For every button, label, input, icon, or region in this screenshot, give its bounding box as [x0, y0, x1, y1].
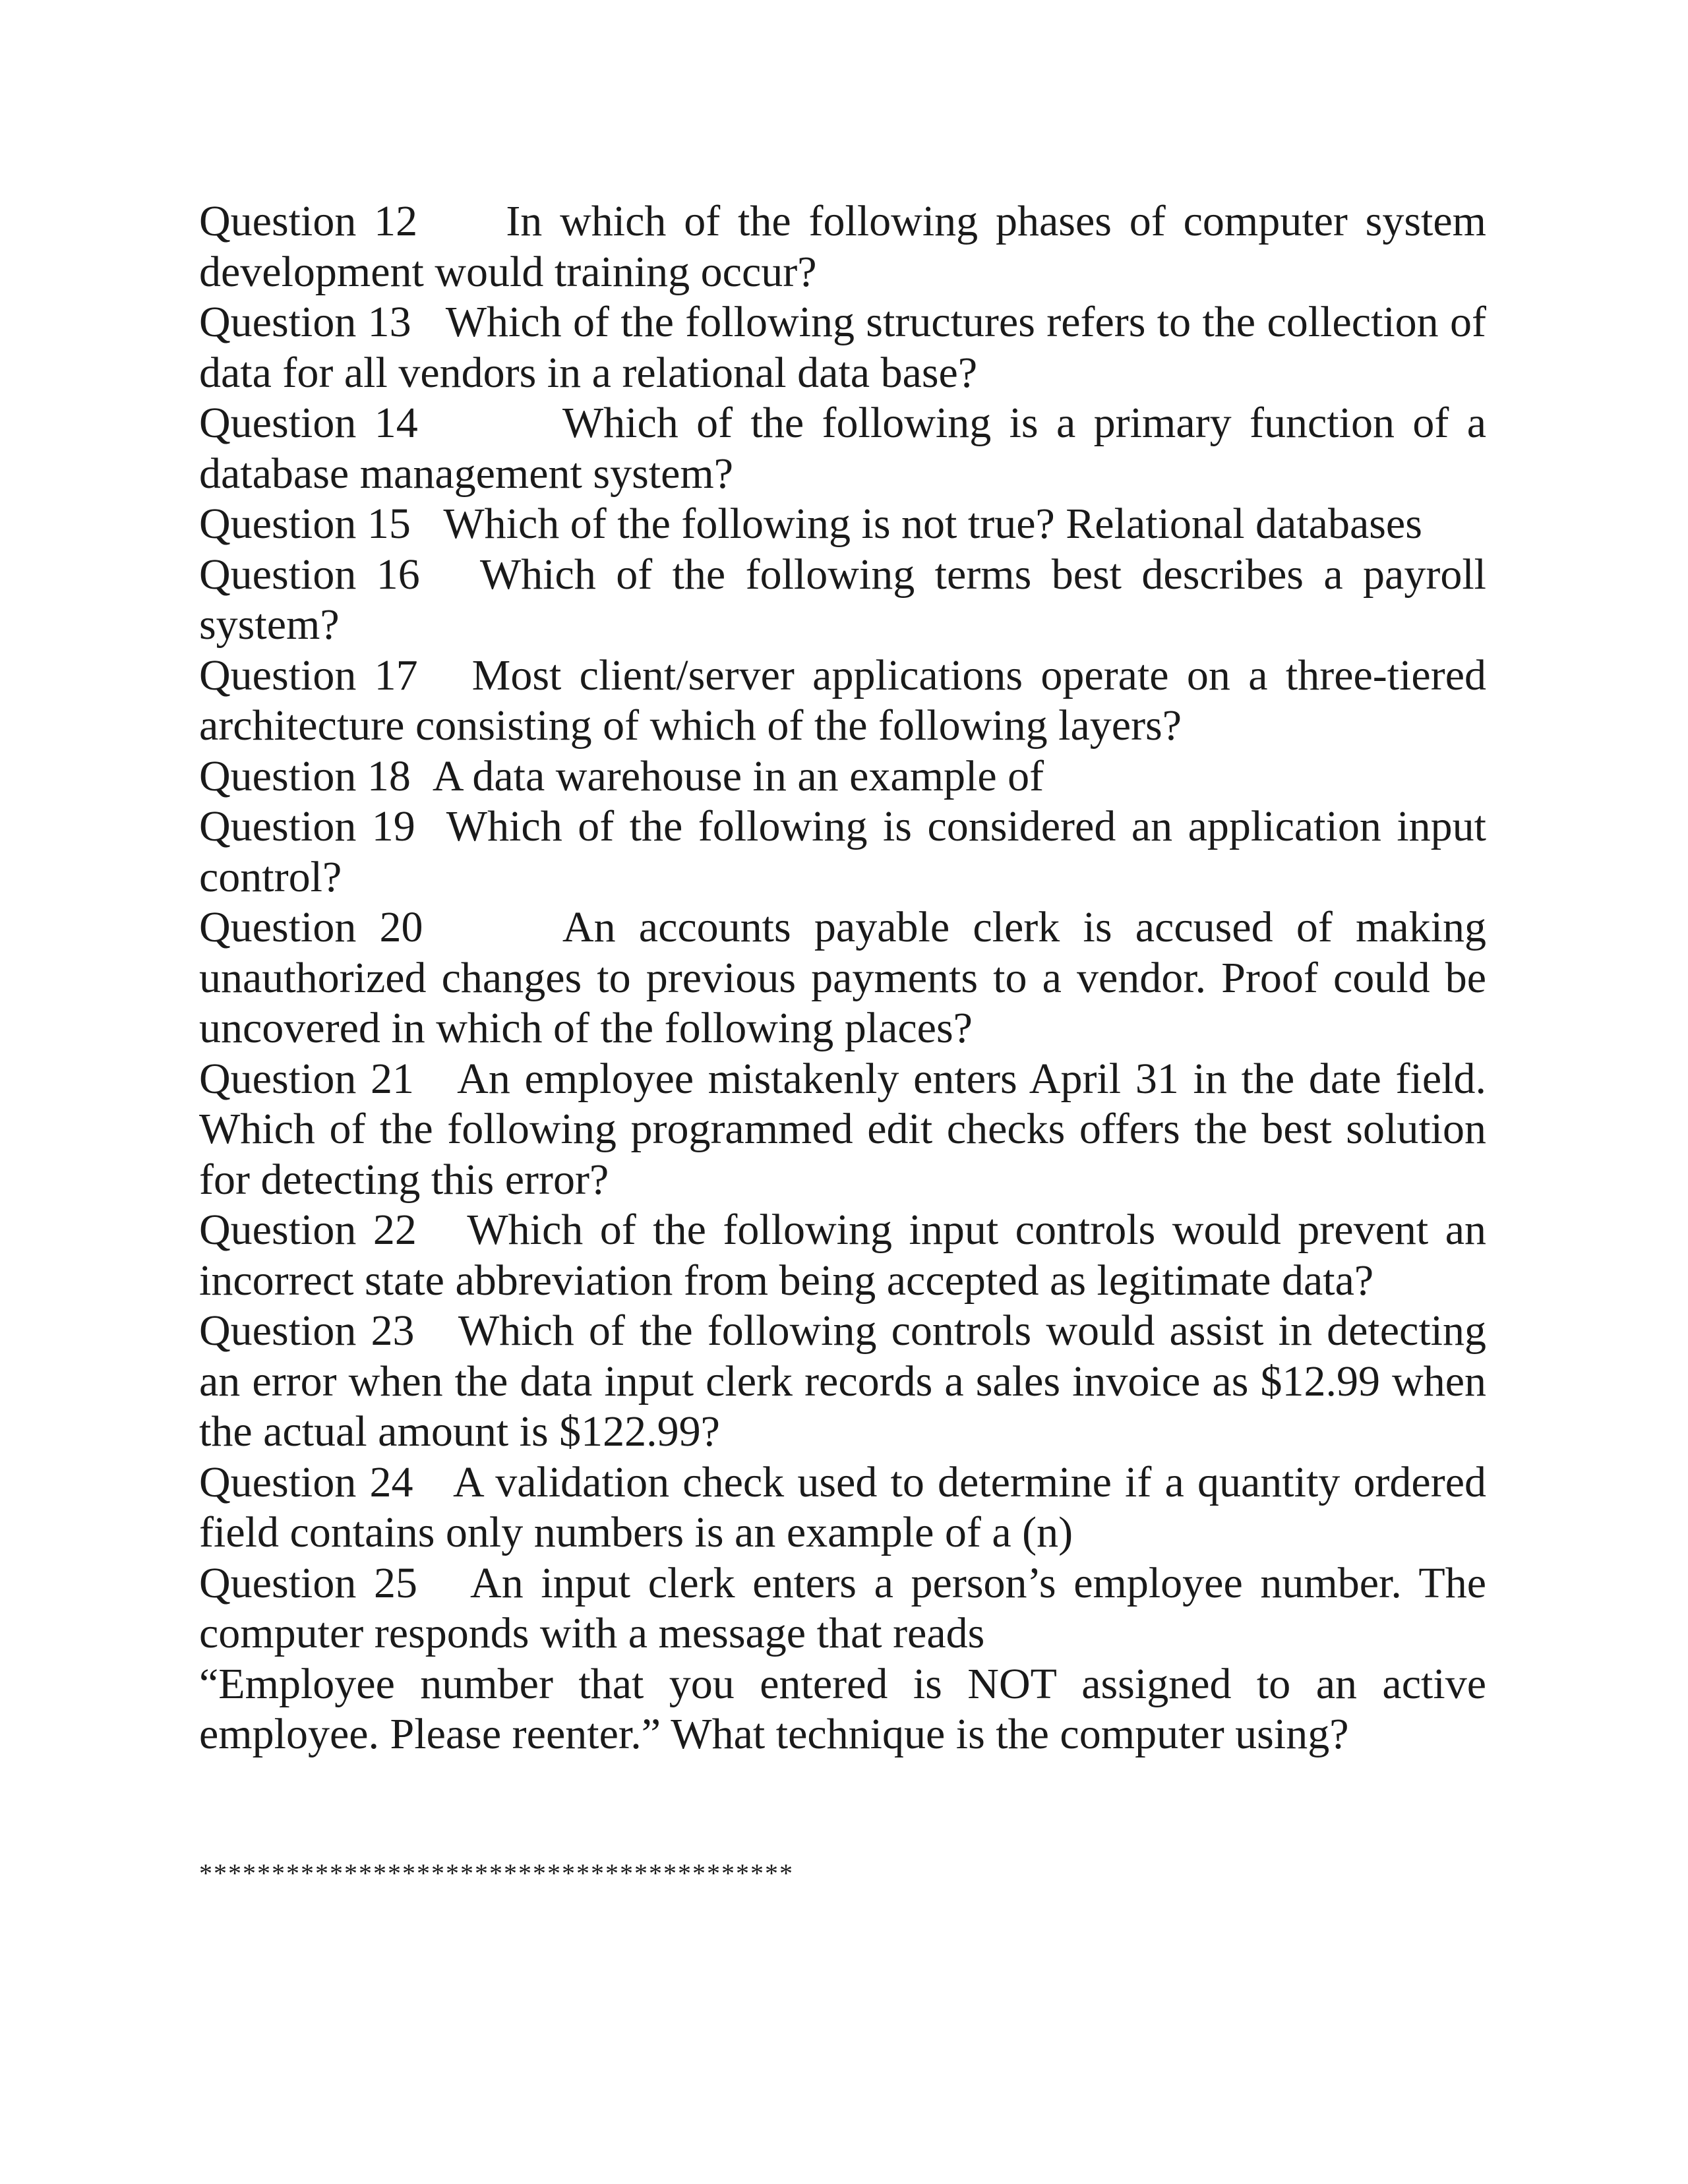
question-25-message [199, 1659, 1486, 1760]
document-body [199, 196, 1486, 1760]
question-17 [199, 651, 1486, 752]
question-number: Question 23 [199, 1307, 415, 1355]
question-number: Question 18 [199, 752, 411, 800]
question-number: Question 13 [199, 298, 411, 346]
question-number: Question 25 [199, 1558, 417, 1607]
question-number: Question 14 [199, 399, 418, 447]
question-number: Question 19 [199, 802, 415, 850]
question-text: Which of the following controls would assist in detecting an error when the data input clerk records a sales invoice as $12.99 when the actual amount is $122.99? [199, 1307, 1486, 1456]
question-16 [199, 550, 1486, 651]
question-13 [199, 297, 1486, 398]
question-number: Question 12 [199, 197, 418, 245]
separator-asterisks: ***************************************** [199, 1858, 794, 1888]
question-text: Which of the following structures refers to the collection of data for all vendors in a relational data base? [199, 298, 1486, 397]
question-text: An accounts payable clerk is accused of making unauthorized changes to previous payments to a vendor. Proof could be uncovered in which of the following places? [199, 903, 1486, 1052]
question-text: Which of the following terms best describes a payroll system? [199, 550, 1486, 649]
question-number: Question 24 [199, 1458, 413, 1506]
question-23 [199, 1306, 1486, 1458]
question-text: An employee mistakenly enters April 31 in the date field. Which of the following programmed edit checks offers the best solution for detecting this error? [199, 1054, 1486, 1204]
question-22 [199, 1205, 1486, 1306]
question-number: Question 16 [199, 550, 420, 599]
question-19 [199, 802, 1486, 902]
question-text: “Employee number that you entered is NOT assigned to an active employee. Please reenter.” What technique is the computer using? [199, 1659, 1486, 1758]
question-24 [199, 1458, 1486, 1558]
question-text: Which of the following input controls would prevent an incorrect state abbreviation from being accepted as legitimate data? [199, 1206, 1486, 1305]
question-12 [199, 196, 1486, 297]
question-text: An input clerk enters a person’s employee number. The computer responds with a message that reads [199, 1558, 1486, 1657]
question-18 [199, 752, 1486, 802]
question-15 [199, 499, 1486, 550]
question-21 [199, 1054, 1486, 1206]
question-25 [199, 1558, 1486, 1659]
question-text: Which of the following is a primary function of a database management system? [199, 399, 1486, 498]
question-number: Question 17 [199, 651, 418, 699]
question-text: Most client/server applications operate on a three-tiered architecture consisting of which of the following layers? [199, 651, 1486, 750]
question-number: Question 22 [199, 1206, 417, 1254]
question-number: Question 20 [199, 903, 423, 951]
question-text: Which of the following is not true? Relational databases [443, 500, 1422, 548]
question-number: Question 15 [199, 500, 411, 548]
question-14 [199, 398, 1486, 499]
question-20 [199, 902, 1486, 1054]
question-number: Question 21 [199, 1054, 415, 1103]
question-text: In which of the following phases of computer system development would training occur? [199, 197, 1487, 296]
question-text: Which of the following is considered an application input control? [199, 802, 1486, 901]
question-text: A validation check used to determine if a quantity ordered field contains only numbers is an example of a (n) [199, 1458, 1486, 1556]
question-text: A data warehouse in an example of [432, 752, 1044, 800]
